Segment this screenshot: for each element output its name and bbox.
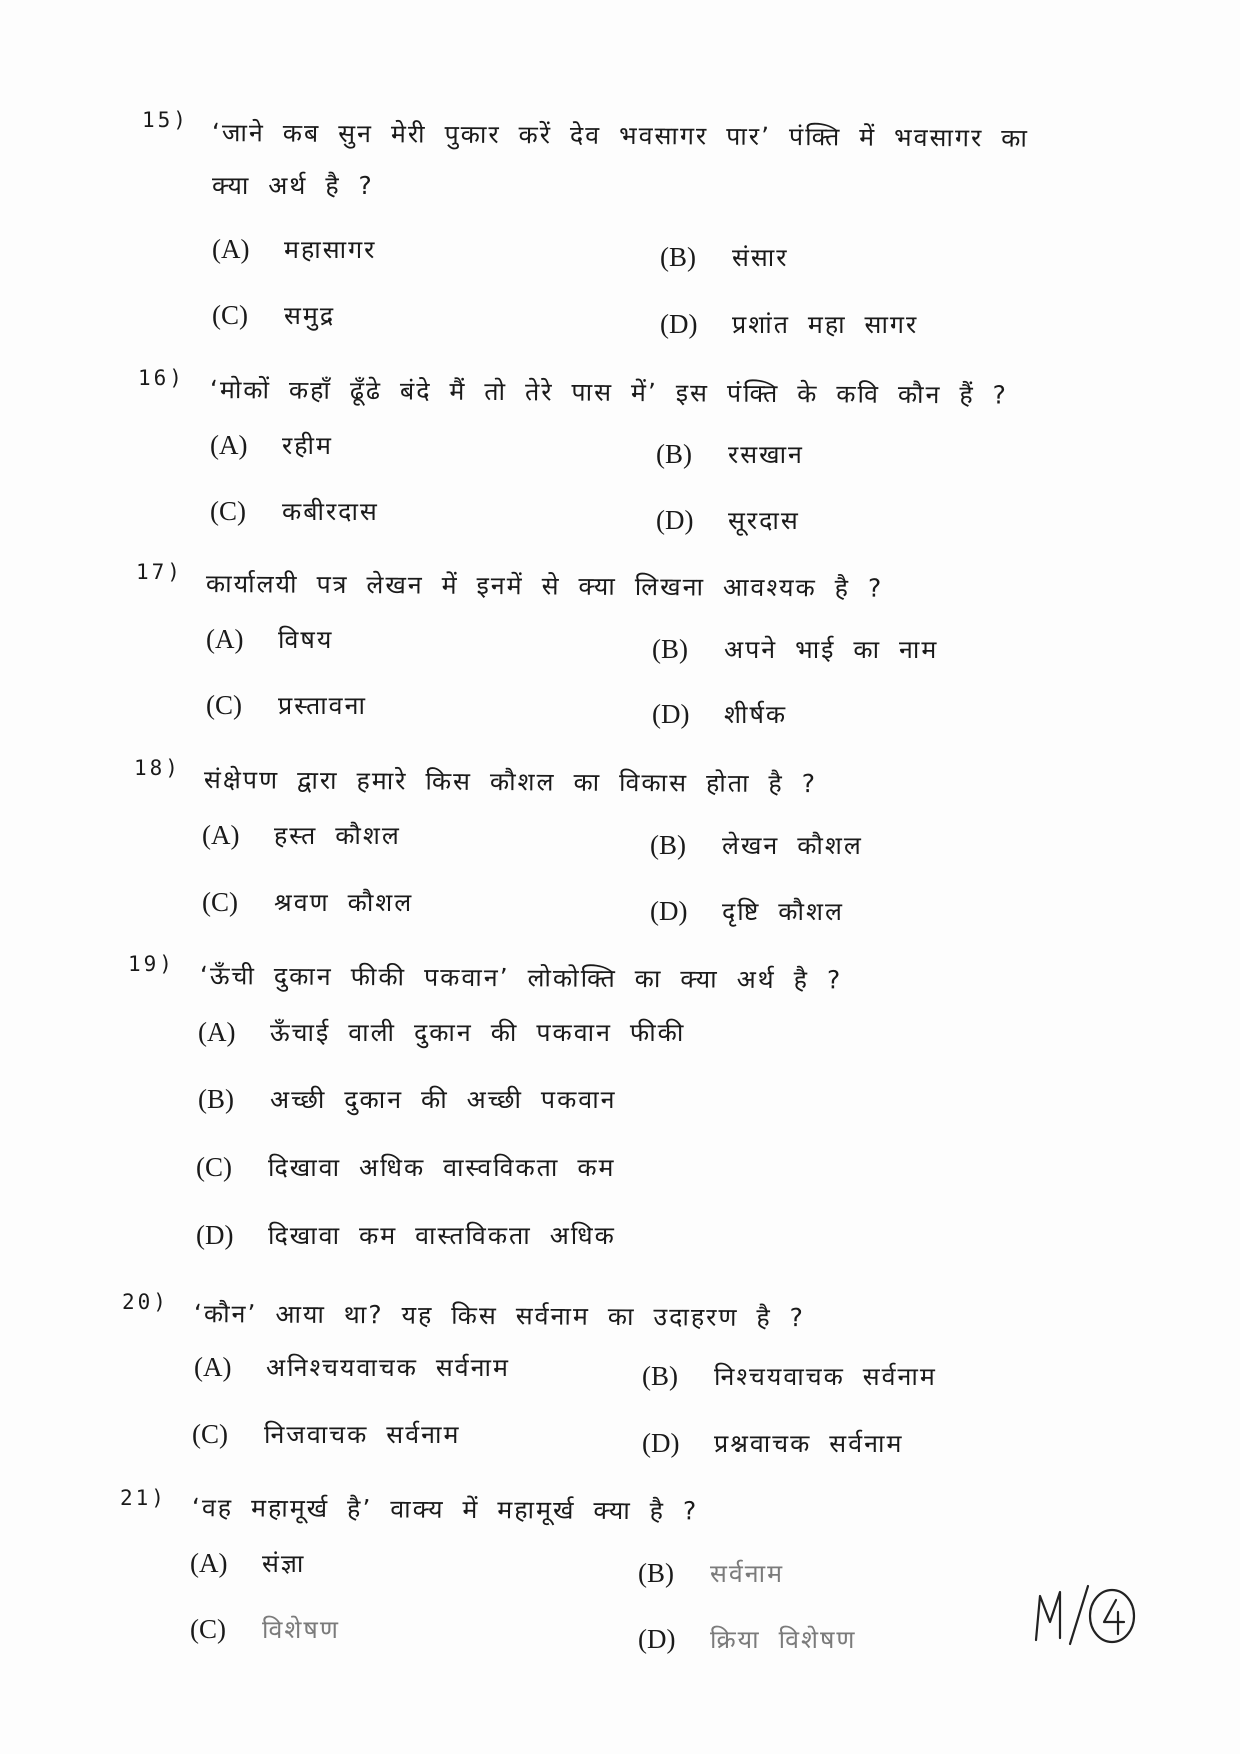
option-letter: (A) [190,1548,228,1578]
option-letter: (D) [660,309,698,339]
question-text: ‘जाने कब सुन मेरी पुकार करें देव भवसागर पार’ पंक्ति में भवसागर का [211,118,1029,153]
option-a [210,428,333,462]
option-letter: (B) [660,242,696,272]
option-text: प्रस्तावना [278,691,367,720]
question-text: कार्यालयी पत्र लेखन में इनमें से क्या लिखना आवश्यक है ? [205,569,884,603]
option-b [656,437,804,471]
option-c [190,1612,340,1646]
option-letter: (D) [652,699,690,729]
option-text: दिखावा अधिक वास्वविकता कम [268,1153,616,1182]
option-a [198,1015,685,1049]
option-letter: (A) [202,820,240,850]
option-text: निजवाचक सर्वनाम [264,1420,461,1449]
option-text: निश्चयवाचक सर्वनाम [714,1362,937,1391]
option-letter: (D) [638,1624,676,1654]
option-letter: (B) [198,1084,234,1114]
option-letter: (B) [642,1361,678,1391]
question-text: ‘मोकों कहाँ ढूँढे बंदे मैं तो तेरे पास में’ इस पंक्ति के कवि कौन हैं ? [209,375,1008,410]
option-letter: (A) [206,624,244,654]
option-c [212,298,335,332]
option-a [190,1546,305,1580]
question-number: 15) [142,108,189,132]
question-number: 18) [134,756,181,780]
option-text: रसखान [728,440,804,469]
question-text: ‘कौन’ आया था? यह किस सर्वनाम का उदाहरण है ? [193,1299,805,1333]
option-letter: (B) [638,1558,674,1588]
option-text: दृष्टि कौशल [722,897,844,926]
option-text: विशेषण [262,1615,340,1644]
option-b [660,240,789,274]
option-letter: (B) [652,634,688,664]
option-letter: (C) [212,300,248,330]
option-text: अच्छी दुकान की अच्छी पकवान [270,1085,617,1114]
option-d [650,894,844,928]
option-text: प्रश्नवाचक सर्वनाम [714,1429,904,1458]
option-letter: (C) [196,1152,232,1182]
option-d [660,307,918,341]
option-d [656,503,800,537]
option-letter: (D) [656,505,694,535]
option-text: श्रवण कौशल [274,888,414,917]
option-text: लेखन कौशल [722,831,863,860]
option-letter: (D) [196,1220,234,1250]
option-text: कबीरदास [282,497,379,526]
option-a [206,622,333,656]
option-d [652,697,787,731]
option-text: अपने भाई का नाम [724,635,939,664]
question-text: ‘ऊँची दुकान फीकी पकवान’ लोकोक्ति का क्या अर्थ है ? [199,961,843,995]
option-letter: (A) [210,430,248,460]
option-d [196,1218,616,1252]
option-c [206,688,367,722]
question-number: 17) [136,560,183,584]
option-c [192,1417,460,1451]
option-text: संसार [732,243,789,272]
option-letter: (A) [194,1352,232,1382]
option-letter: (D) [642,1428,680,1458]
option-text: अनिश्चयवाचक सर्वनाम [266,1353,510,1382]
question-text: संक्षेपण द्वारा हमारे किस कौशल का विकास होता है ? [203,765,818,799]
option-text: विषय [278,625,334,654]
option-b [642,1359,937,1393]
option-a [212,232,376,266]
question-text-continued: क्या अर्थ है ? [212,171,374,200]
option-d [638,1622,857,1656]
question-number: 19) [128,952,175,976]
option-text: समुद्र [284,301,336,330]
option-letter: (C) [206,690,242,720]
option-text: महासागर [284,235,377,264]
option-letter: (C) [190,1614,226,1644]
option-b [650,828,863,862]
option-text: प्रशांत महा सागर [732,310,919,339]
handwritten-mark-annotation [1030,1582,1140,1652]
option-text: सर्वनाम [710,1559,785,1588]
option-a [202,818,401,852]
option-letter: (C) [210,496,246,526]
option-text: दिखावा कम वास्तविकता अधिक [268,1221,616,1250]
question-number: 20) [122,1290,169,1314]
question-number: 21) [120,1486,167,1510]
option-b [638,1556,784,1590]
option-letter: (C) [192,1419,228,1449]
option-letter: (A) [212,234,250,264]
option-c [196,1150,616,1184]
option-text: क्रिया विशेषण [710,1625,857,1654]
option-text: संज्ञा [262,1549,306,1578]
question-number: 16) [138,366,185,390]
option-text: रहीम [282,431,333,460]
option-letter: (B) [656,439,692,469]
option-text: ऊँचाई वाली दुकान की पकवान फीकी [270,1018,686,1047]
option-text: सूरदास [728,506,800,535]
option-b [652,632,938,666]
option-c [202,885,413,919]
option-d [642,1426,903,1460]
option-c [210,494,379,528]
option-text: हस्त कौशल [274,821,401,850]
question-text: ‘वह महामूर्ख है’ वाक्य में महामूर्ख क्या है ? [191,1493,699,1526]
option-letter: (D) [650,896,688,926]
option-letter: (C) [202,887,238,917]
option-b [198,1082,617,1116]
option-letter: (B) [650,830,686,860]
option-text: शीर्षक [724,700,788,729]
option-a [194,1350,510,1384]
option-letter: (A) [198,1017,236,1047]
